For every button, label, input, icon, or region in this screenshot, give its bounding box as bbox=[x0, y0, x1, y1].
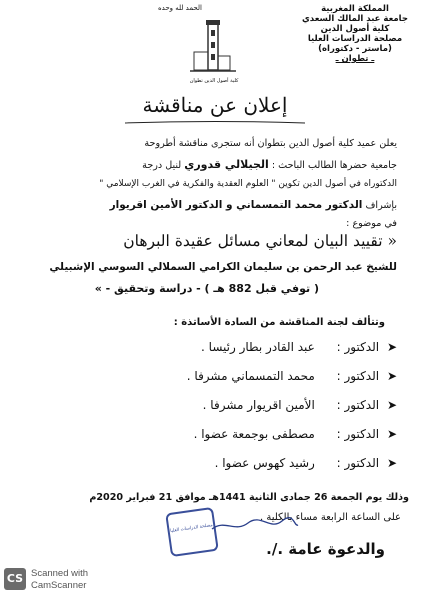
committee-member bbox=[215, 456, 397, 470]
committee-member bbox=[203, 398, 397, 412]
header-line: المملكة المغربية bbox=[321, 4, 389, 14]
member-name: محمد التمسماني مشرفا . bbox=[186, 369, 315, 383]
watermark-line-2: CamScanner bbox=[31, 580, 87, 591]
member-title: الدكتور : bbox=[336, 340, 380, 354]
committee-member bbox=[194, 427, 397, 441]
basmala: الحمد لله وحده bbox=[157, 4, 203, 12]
arrow-icon: ➤ bbox=[386, 340, 397, 354]
thesis-note: ( توفي قبل 882 هـ ) - دراسة وتحقيق - » bbox=[94, 282, 319, 295]
member-name: مصطفى بوجمعة عضوا . bbox=[193, 427, 315, 441]
camscanner-logo-icon: CS bbox=[4, 568, 26, 590]
arrow-icon: ➤ bbox=[386, 398, 397, 412]
time-line: على الساعة الرابعة مساء بالكلية . bbox=[259, 512, 401, 523]
member-title: الدكتور : bbox=[336, 456, 380, 470]
committee-intro: وتتألف لجنة المناقشة من السادة الأساتذة : bbox=[173, 317, 385, 328]
header-line: ـ تطوان ـ bbox=[335, 54, 375, 64]
arrow-icon: ➤ bbox=[386, 456, 397, 470]
member-name: رشيد كهوس عضوا . bbox=[214, 456, 315, 470]
member-title: الدكتور : bbox=[336, 427, 380, 441]
body-line-3: الدكتوراه في أصول الدين تكوين " العلوم العقدية والفكرية في الغرب الإسلامي " bbox=[99, 179, 397, 189]
stamp-text: مصلحة الدراسات العليا bbox=[169, 523, 214, 534]
body-line-5: في موضوع : bbox=[346, 218, 397, 229]
thesis-title: « تقييد البيان لمعاني مسائل عقيدة البرهان bbox=[123, 232, 397, 250]
member-name: عبد القادر بطار رئيسا . bbox=[201, 340, 315, 354]
header-line: جامعة عبد المالك السعدي bbox=[302, 14, 408, 24]
body-line-2-prefix: جامعية حضرها الطالب الباحث : bbox=[271, 160, 397, 171]
arrow-icon: ➤ bbox=[386, 369, 397, 383]
member-title: الدكتور : bbox=[336, 369, 380, 383]
student-name: الجيلالي قدوري bbox=[184, 158, 269, 171]
invitation-line: والدعوة عامة ./. bbox=[266, 540, 385, 558]
committee-member bbox=[187, 369, 397, 383]
camscanner-watermark bbox=[4, 566, 124, 596]
signature-icon bbox=[210, 515, 300, 535]
committee-member bbox=[201, 340, 397, 354]
thesis-author: للشيخ عبد الرحمن بن سليمان الكرامي السملالي السوسي الإشبيلي bbox=[49, 261, 397, 273]
date-line: وذلك يوم الجمعة 26 جمادى الثانية 1441هـ موافق 21 فبراير 2020م bbox=[89, 492, 409, 503]
body-line-1: يعلن عميد كلية أصول الدين بتطوان أنه ستجرى مناقشة أطروحة bbox=[144, 138, 397, 149]
faculty-logo-icon bbox=[188, 18, 238, 78]
supervisors: الدكتور محمد التمسماني و الدكتور الأمين اقريوار bbox=[109, 199, 363, 211]
body-line-4 bbox=[110, 199, 397, 211]
member-name: الأمين اقريوار مشرفا . bbox=[202, 398, 315, 412]
title-underline bbox=[125, 120, 305, 126]
body-line-4-prefix: بإشراف bbox=[365, 200, 397, 211]
page-title: إعلان عن مناقشة bbox=[142, 93, 288, 117]
header-line: كلية أصول الدين bbox=[320, 24, 390, 34]
watermark-line-1: Scanned with bbox=[31, 568, 89, 579]
header-line: مصلحة الدراسات العليا bbox=[307, 34, 403, 44]
logo-caption: كلية أصول الدين تطوان bbox=[189, 78, 239, 84]
arrow-icon: ➤ bbox=[386, 427, 397, 441]
member-title: الدكتور : bbox=[336, 398, 380, 412]
institution-header bbox=[295, 4, 415, 64]
body-line-2-suffix: لنيل درجة bbox=[142, 160, 182, 171]
body-line-2 bbox=[142, 158, 397, 171]
header-line: (ماستر - دكتوراه) bbox=[318, 44, 392, 54]
